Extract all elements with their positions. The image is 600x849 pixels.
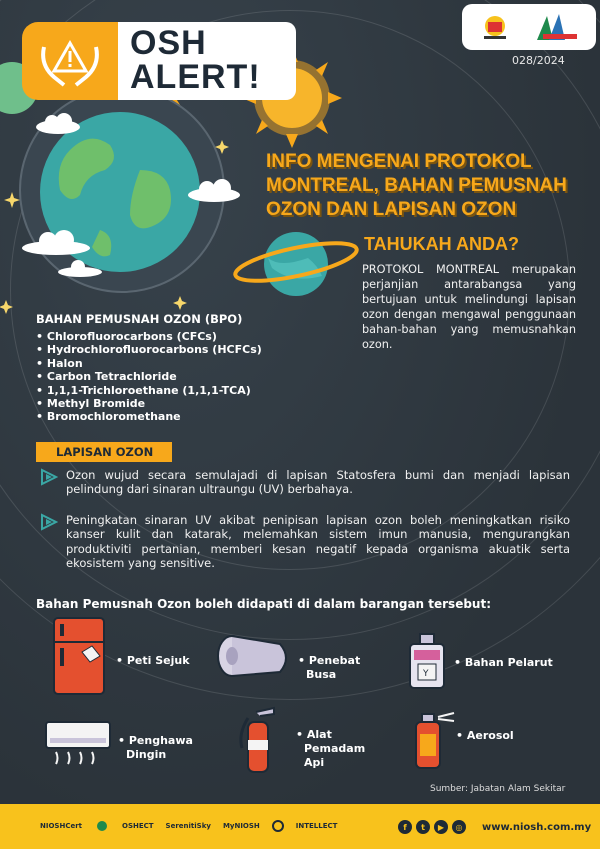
footer [0,804,600,849]
list-item: • Halon [36,357,262,370]
foam-insulation-icon [214,632,294,684]
list-item: • Methyl Bromide [36,397,262,410]
bpo-list [36,330,262,424]
label-line: Busa [306,668,337,681]
lapisan-point-text: Peningkatan sinaran UV akibat penipisan lapisan ozon boleh meningkatkan risiko kanser kulit dan katarak, melemahkan sistem imun manusia, mengurangkan produktiviti pertanian, memberi kesan negatif kepada organisma akuatik serta ekosistem yang sensitive. [66,513,570,570]
list-item: • Chlorofluorocarbons (CFCs) [36,330,262,343]
air-conditioner-icon [44,718,112,770]
label-bahan-pelarut: • Bahan Pelarut [454,656,553,669]
ringed-planet-icon [232,232,359,296]
reference-number: 028/2024 [512,54,565,67]
government-crest-icon [478,12,512,42]
lapisan-point-text: Ozon wujud secara semulajadi di lapisan Statosfera bumi dan menjadi lapisan pelindung dari sinaran ultraungu (UV) berbahaya. [66,468,570,497]
website-link[interactable]: www.niosh.com.my [482,822,592,833]
hands-alert-icon [22,22,118,100]
lapisan-ozon-label: LAPISAN OZON [36,442,172,462]
footer-logo-icon [94,820,110,832]
label-aerosol: • Aerosol [456,729,514,742]
youtube-icon[interactable]: ▶ [434,820,448,834]
facebook-icon[interactable]: f [398,820,412,834]
footer-logo-text: SerenitiSky [165,822,211,830]
label-alat-pemadam-api [296,728,365,770]
play-arrow-icon [40,513,58,531]
lapisan-point [40,468,570,497]
instagram-icon[interactable]: ◎ [452,820,466,834]
label-penghawa-dingin [118,734,193,762]
social-icons [398,820,466,834]
solvent-bottle-icon [406,632,448,690]
fire-extinguisher-icon [234,704,284,774]
label-line: Dingin [126,748,167,761]
alert-title [118,22,296,100]
footer-logos [40,820,337,832]
footer-logo-icon [272,820,284,832]
source-credit: Sumber: Jabatan Alam Sekitar [430,784,566,794]
niosh-logo-icon [531,10,581,44]
alert-line-2: ALERT! [130,58,261,96]
list-item: • Bromochloromethane [36,410,262,423]
page-title: INFO MENGENAI PROTOKOL MONTREAL, BAHAN PEMUSNAH OZON DAN LAPISAN OZON [266,151,567,220]
header-logos [462,4,596,50]
footer-logo-text: MyNIOSH [222,822,260,830]
label-peti-sejuk: • Peti Sejuk [116,654,190,667]
list-item: • Hydrochlorofluorocarbons (HCFCs) [36,343,262,356]
footer-logo-text: INTELLECT [295,822,338,830]
footer-logo-text: NIOSHCert [40,822,82,830]
label-line: • Penghawa [118,734,193,747]
items-title: Bahan Pemusnah Ozon boleh didapati di dalam barangan tersebut: [36,597,492,611]
list-item: • Carbon Tetrachloride [36,370,262,383]
list-item: • 1,1,1-Trichloroethane (1,1,1-TCA) [36,384,262,397]
footer-logo-text: OSHECT [122,822,154,830]
label-line: • Penebat [298,654,361,667]
play-arrow-icon [40,468,58,486]
bpo-title: BAHAN PEMUSNAH OZON (BPO) [36,312,243,326]
label-line: Pemadam [304,742,366,755]
label-line: Api [304,756,325,769]
refrigerator-icon [52,616,108,698]
lapisan-point [40,513,570,570]
alert-line-1: OSH [130,24,207,62]
label-line: • Alat [296,728,332,741]
svg-text:Y: Y [423,669,429,679]
osh-alert-badge [22,22,292,100]
intro-paragraph: PROTOKOL MONTREAL merupakan perjanjian antarabangsa yang bertujuan untuk melindungi lapisan ozon dengan mengawal penggunaan bahan-bahan yang memusnahkan ozon. [362,263,576,351]
section-subtitle: TAHUKAH ANDA? [364,234,519,254]
aerosol-can-icon [408,712,458,770]
twitter-icon[interactable]: t [416,820,430,834]
label-penebat-busa [298,654,360,682]
